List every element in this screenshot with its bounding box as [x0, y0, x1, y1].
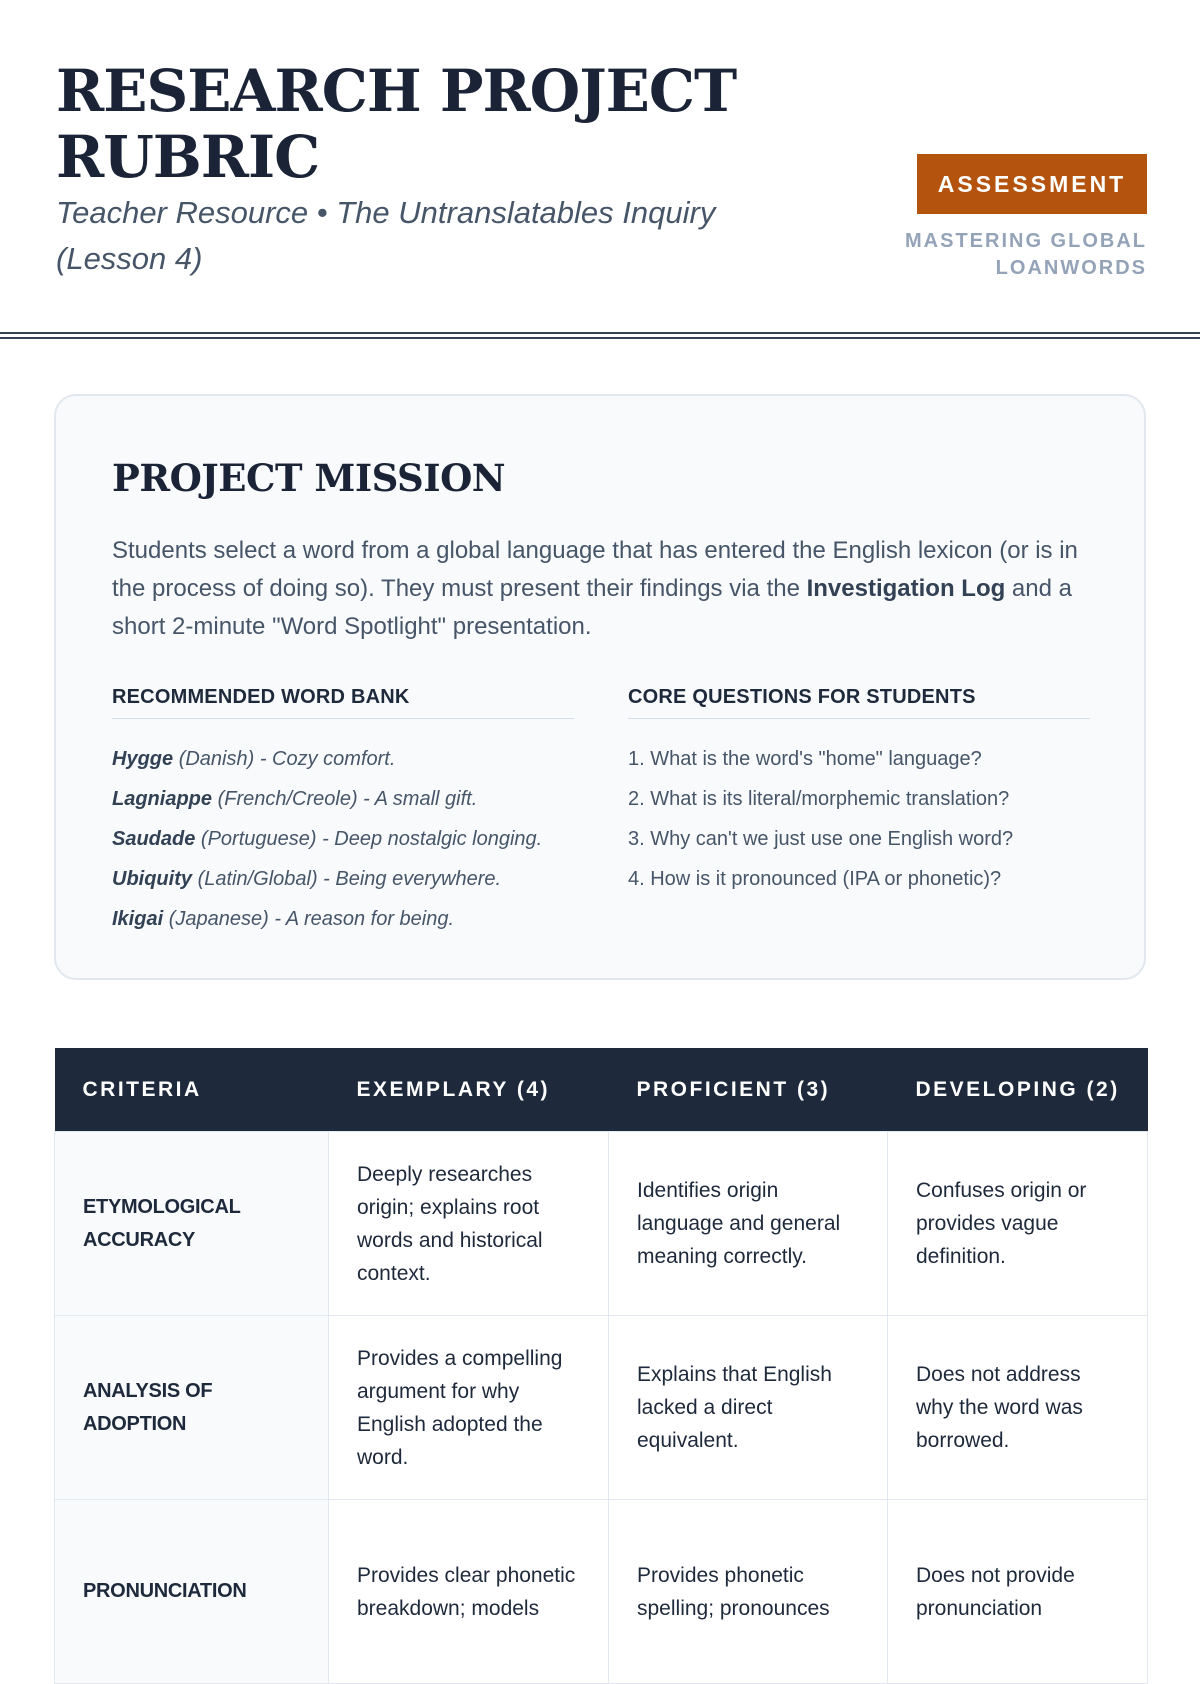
criteria-cell: PRONUNCIATION	[55, 1500, 329, 1684]
page-header	[0, 0, 1200, 330]
criteria-cell: ETYMOLOGICAL ACCURACY	[55, 1132, 329, 1316]
question-item: 3. Why can't we just use one English word?	[628, 828, 1014, 850]
mission-description	[112, 532, 1102, 646]
header-developing: DEVELOPING (2)	[888, 1048, 1148, 1132]
word-bank-item	[112, 819, 574, 859]
page-title: RESEARCH PROJECT RUBRIC	[56, 57, 737, 191]
word-bank-desc: (French/Creole) - A small gift.	[217, 788, 478, 810]
table-row	[55, 1316, 1148, 1500]
exemplary-cell: Provides a compelling argument for why English adopted the word.	[329, 1316, 609, 1500]
exemplary-cell: Deeply researches origin; explains root words and historical context.	[329, 1132, 609, 1316]
developing-cell: Does not address why the word was borrowed.	[888, 1316, 1148, 1500]
mission-title: PROJECT MISSION	[112, 456, 506, 500]
criteria-cell: ANALYSIS OF ADOPTION	[55, 1316, 329, 1500]
header-divider	[0, 332, 1200, 339]
word-bank-word: Ikigai	[112, 908, 164, 930]
mission-text-part: and a short 2-minute "Word Spotlight" presentation.	[112, 575, 1072, 640]
word-bank-title: RECOMMENDED WORD BANK	[112, 686, 574, 719]
proficient-cell: Provides phonetic spelling; pronounces	[609, 1500, 888, 1684]
proficient-cell: Explains that English lacked a direct equivalent.	[609, 1316, 888, 1500]
word-bank-item	[112, 739, 574, 779]
table-row	[55, 1132, 1148, 1316]
proficient-cell: Identifies origin language and general meaning correctly.	[609, 1132, 888, 1316]
page-subtitle: Teacher Resource • The Untranslatables Inquiry (Lesson 4)	[56, 195, 716, 276]
question-item: 2. What is its literal/morphemic translation?	[628, 788, 1010, 810]
mission-text-part: Students select a word from a global language that has entered the English lexicon (or is in the process of doing so). They must present their findings via the	[112, 537, 1078, 602]
word-bank-desc: (Portuguese) - Deep nostalgic longing.	[200, 828, 543, 850]
word-bank-item	[112, 899, 574, 939]
word-bank-item	[112, 779, 574, 819]
rubric-header-row	[55, 1048, 1148, 1132]
word-bank-desc: (Danish) - Cozy comfort.	[178, 748, 396, 770]
core-questions-title: CORE QUESTIONS FOR STUDENTS	[628, 686, 1090, 719]
question-item: 1. What is the word's "home" language?	[628, 748, 982, 770]
project-mission-card	[54, 394, 1146, 980]
word-bank-desc: (Latin/Global) - Being everywhere.	[197, 868, 502, 890]
word-bank-word: Hygge	[112, 748, 174, 770]
word-bank-word: Lagniappe	[112, 788, 213, 810]
word-bank-word: Saudade	[112, 828, 196, 850]
assessment-badge: ASSESSMENT	[917, 154, 1147, 214]
developing-cell: Does not provide pronunciation	[888, 1500, 1148, 1684]
core-questions	[628, 686, 1090, 899]
word-bank-item	[112, 859, 574, 899]
rubric-table	[54, 1048, 1148, 1684]
word-bank-desc: (Japanese) - A reason for being.	[168, 908, 455, 930]
developing-cell: Confuses origin or provides vague definition.	[888, 1132, 1148, 1316]
word-bank	[112, 686, 574, 939]
header-exemplary: EXEMPLARY (4)	[329, 1048, 609, 1132]
exemplary-cell: Provides clear phonetic breakdown; models	[329, 1500, 609, 1684]
table-row	[55, 1500, 1148, 1684]
header-criteria: CRITERIA	[55, 1048, 329, 1132]
question-item: 4. How is it pronounced (IPA or phonetic)?	[628, 868, 1002, 890]
word-bank-word: Ubiquity	[112, 868, 192, 890]
investigation-log-emphasis: Investigation Log	[806, 575, 1006, 602]
badge-subtitle: MASTERING GLOBAL LOANWORDS	[905, 230, 1147, 279]
header-proficient: PROFICIENT (3)	[609, 1048, 888, 1132]
